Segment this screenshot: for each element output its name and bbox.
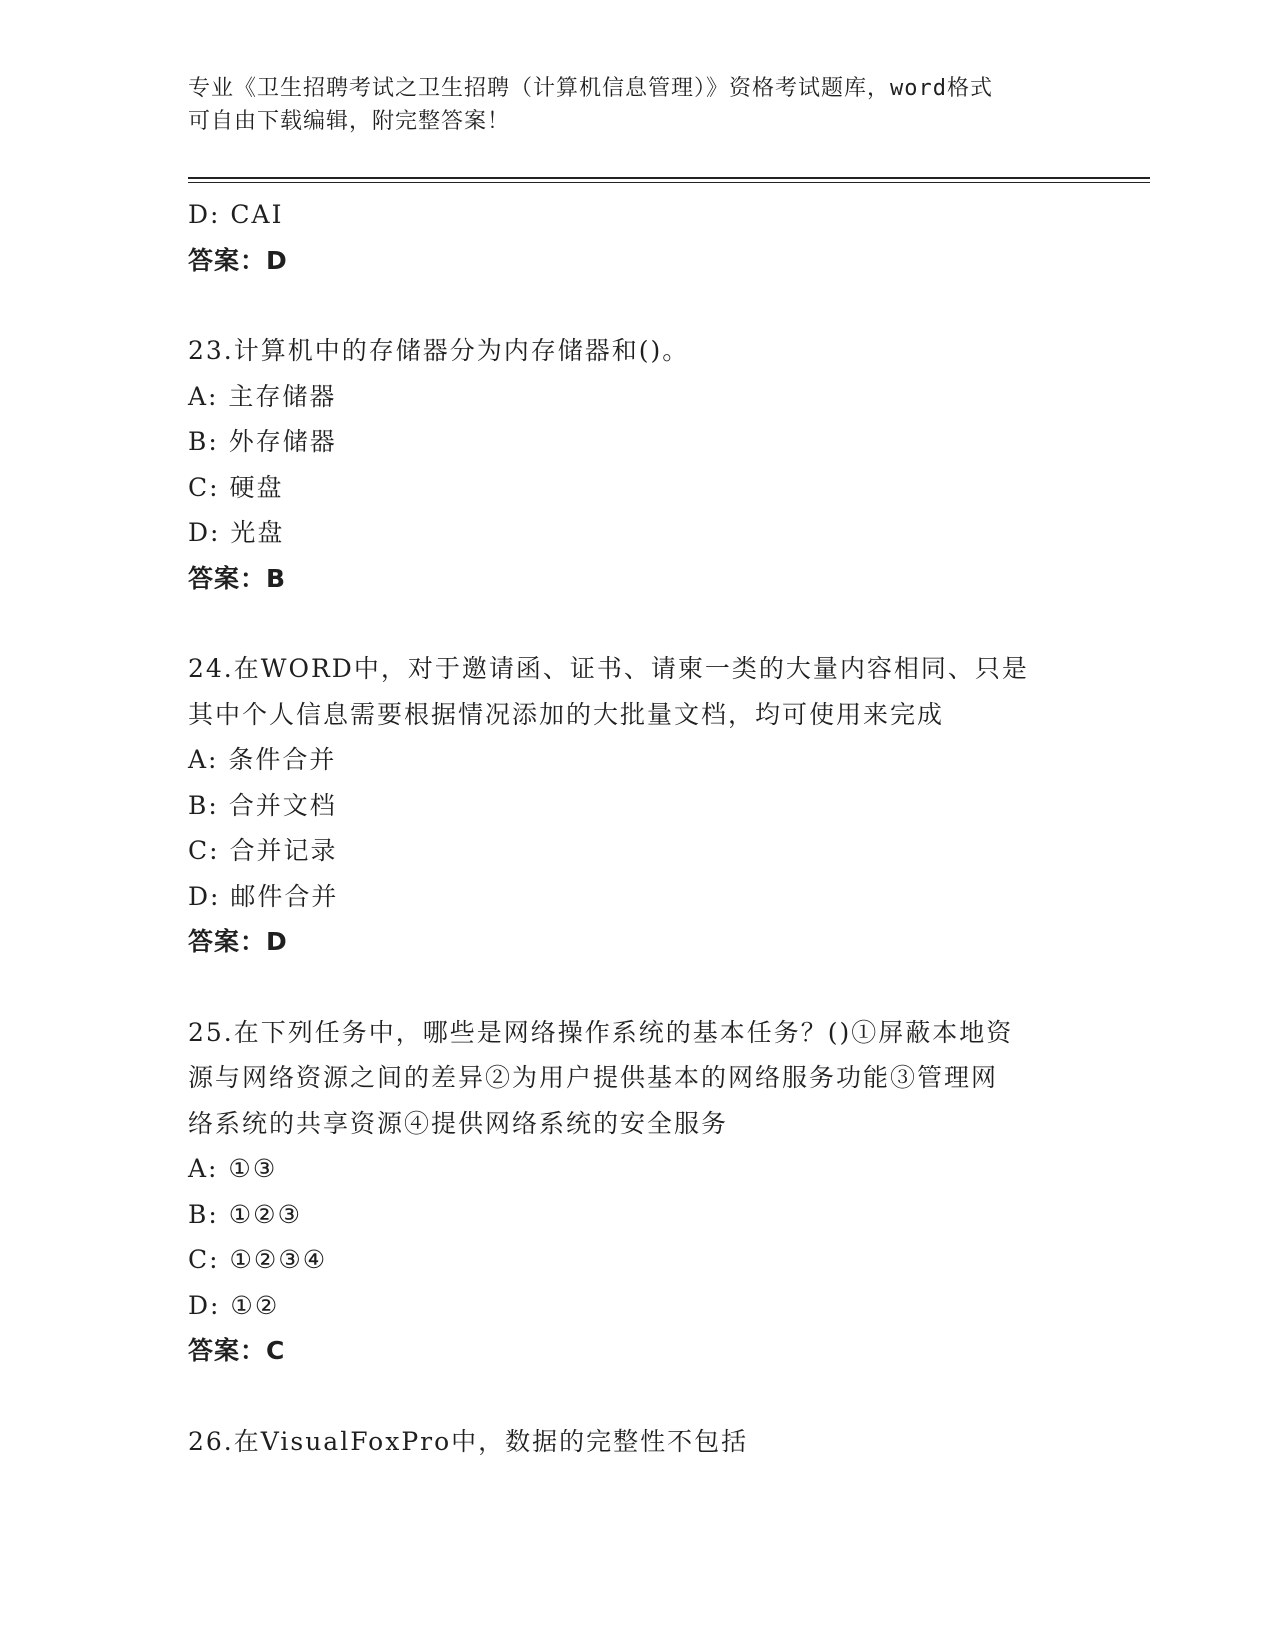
option-c: C: 硬盘 <box>188 472 284 502</box>
option-b: B: ①②③ <box>188 1199 302 1229</box>
option-a: A: 主存储器 <box>188 381 337 411</box>
option-a: A: 条件合并 <box>188 745 337 774</box>
answer-label: 答案：C <box>188 1336 286 1365</box>
option-d: D: ①② <box>188 1290 280 1320</box>
question-text-line-3: 络系统的共享资源④提供网络系统的安全服务 <box>188 1108 729 1138</box>
answer-label: 答案：B <box>188 563 287 593</box>
question-26 <box>188 1419 1108 1465</box>
question-text-line-2: 其中个人信息需要根据情况添加的大批量文档，均可使用来完成 <box>188 699 945 729</box>
spacer <box>188 283 1108 328</box>
header-line-1: 专业《卫生招聘考试之卫生招聘（计算机信息管理）》资格考试题库，word格式 <box>188 76 993 101</box>
spacer <box>188 601 1108 646</box>
question-25 <box>188 1010 1108 1374</box>
question-23 <box>188 328 1108 601</box>
option-a: A: ①③ <box>188 1154 278 1183</box>
option-d: D: 邮件合并 <box>188 881 339 911</box>
document-header <box>188 72 1088 138</box>
header-divider-thick <box>188 177 1150 179</box>
option-d: D: 光盘 <box>188 518 285 547</box>
question-24 <box>188 646 1108 965</box>
question-text-line-2: 源与网络资源之间的差异②为用户提供基本的网络服务功能③管理网 <box>188 1063 999 1092</box>
option-d: D: CAI <box>188 200 284 229</box>
question-list <box>188 192 1108 1464</box>
spacer <box>188 965 1108 1010</box>
option-c: C: ①②③④ <box>188 1245 328 1274</box>
spacer <box>188 1374 1108 1419</box>
option-b: B: 外存储器 <box>188 427 337 456</box>
question-text-line-1: 24.在WORD中，对于邀请函、证书、请柬一类的大量内容相同、只是 <box>188 654 1029 683</box>
question-text-line-1: 25.在下列任务中，哪些是网络操作系统的基本任务？()①屏蔽本地资 <box>188 1017 1014 1047</box>
answer-label: 答案：D <box>188 245 288 275</box>
header-divider-thin <box>188 182 1150 183</box>
prev-question-tail <box>188 192 1108 283</box>
answer-label: 答案：D <box>188 927 288 956</box>
header-line-2: 可自由下载编辑，附完整答案！ <box>188 109 511 134</box>
option-b: B: 合并文档 <box>188 790 337 820</box>
question-text: 23.计算机中的存储器分为内存储器和()。 <box>188 336 690 365</box>
question-text: 26.在VisualFoxPro中，数据的完整性不包括 <box>188 1426 749 1456</box>
option-c: C: 合并记录 <box>188 836 338 865</box>
